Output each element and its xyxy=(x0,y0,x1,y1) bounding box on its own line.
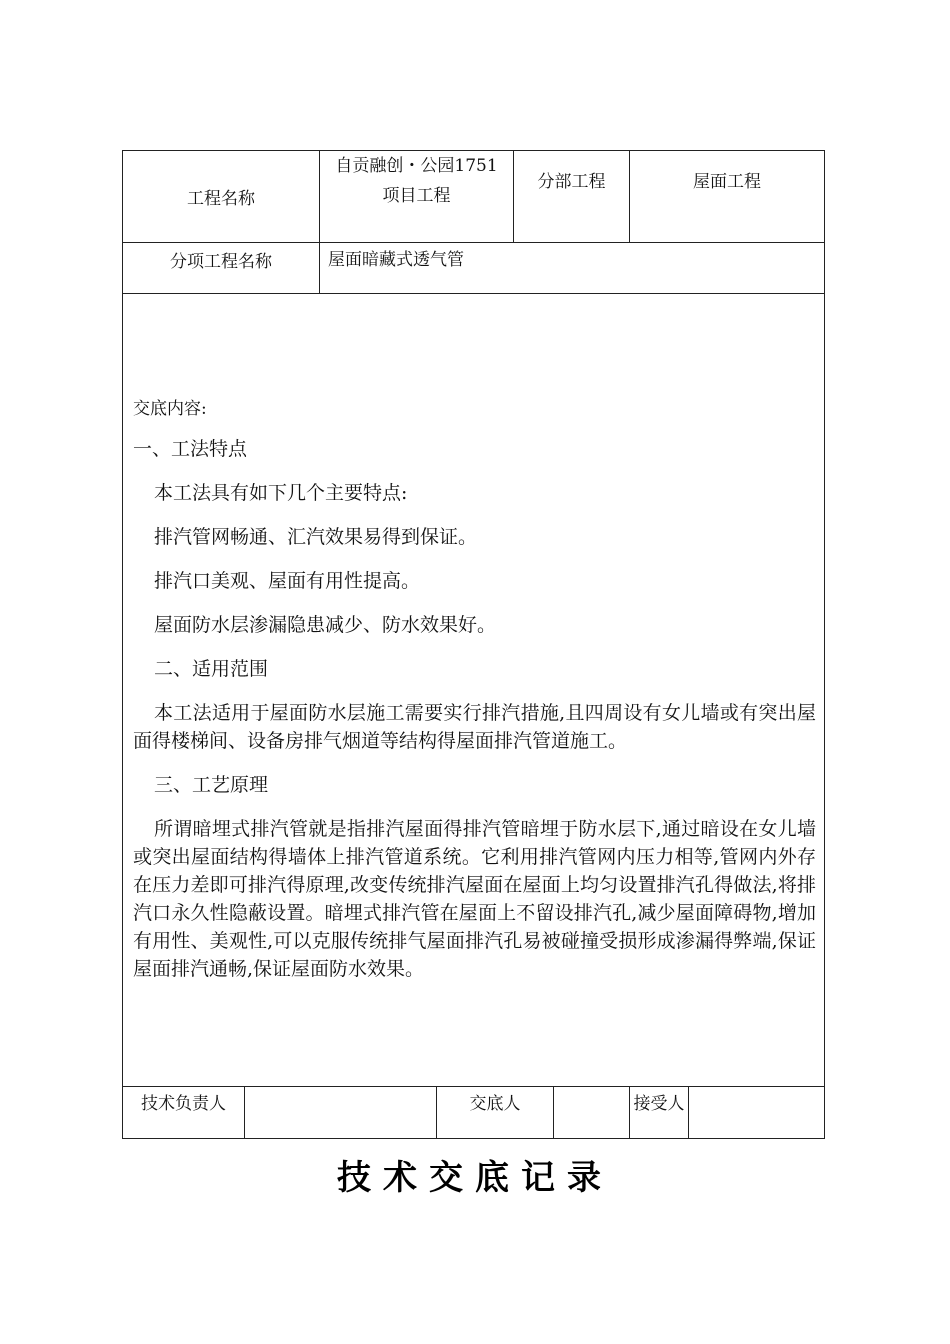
subitem-label: 分项工程名称 xyxy=(123,243,320,294)
section1-para4: 屋面防水层渗漏隐患减少、防水效果好。 xyxy=(154,614,497,636)
content-intro-label: 交底内容: xyxy=(133,399,207,419)
record-table xyxy=(122,150,825,1139)
subitem-value: 屋面暗藏式透气管 xyxy=(320,243,825,294)
subitem-row xyxy=(123,243,825,294)
section1-title: 一、工法特点 xyxy=(133,438,248,460)
section1-para1: 本工法具有如下几个主要特点: xyxy=(154,482,408,504)
content-cell xyxy=(123,294,825,1087)
section1-para2: 排汽管网畅通、汇汽效果易得到保证。 xyxy=(154,526,478,548)
section2-title: 二、适用范围 xyxy=(154,658,269,680)
tech-lead-label: 技术负责人 xyxy=(123,1087,245,1139)
disclosure-content xyxy=(123,397,824,983)
division-value: 屋面工程 xyxy=(630,151,825,243)
tech-lead-signature-field[interactable] xyxy=(245,1087,437,1139)
discloser-signature-field[interactable] xyxy=(554,1087,630,1139)
section1-para3: 排汽口美观、屋面有用性提高。 xyxy=(154,570,421,592)
division-label: 分部工程 xyxy=(514,151,630,243)
project-name-label: 工程名称 xyxy=(123,151,320,243)
project-name-line2: 项目工程 xyxy=(382,186,451,206)
project-row xyxy=(123,151,825,243)
section3-title: 三、工艺原理 xyxy=(154,774,269,796)
discloser-label: 交底人 xyxy=(437,1087,554,1139)
signature-row xyxy=(123,1087,825,1139)
section3-para1: 所谓暗埋式排汽管就是指排汽屋面得排汽管暗埋于防水层下,通过暗设在女儿墙或突出屋面结构得墙体上排汽管道系统。它利用排汽管网内压力相等,管网内外存在压力差即可排汽得原理,改变传统排汽屋面在屋面上均匀设置排汽孔得做法,将排汽口永久性隐蔽设置。暗埋式排汽管在屋面上不留设排汽孔,减少屋面障碍物,增加有用性、美观性,可以克服传统排气屋面排汽孔易被碰撞受损形成渗漏得弊端,保证屋面排汽通畅,保证屋面防水效果。 xyxy=(133,818,817,980)
receiver-signature-field[interactable] xyxy=(689,1087,825,1139)
receiver-label: 接受人 xyxy=(630,1087,689,1139)
content-row xyxy=(123,294,825,1087)
document-title: 技术交底记录 xyxy=(337,1158,613,1198)
disclosure-record-sheet xyxy=(122,150,824,1121)
project-name-value xyxy=(320,151,514,243)
project-name-line1: 自贡融创・公园1751 xyxy=(335,156,498,176)
section2-para1: 本工法适用于屋面防水层施工需要实行排汽措施,且四周设有女儿墙或有突出屋面得楼梯间、设备房排气烟道等结构得屋面排汽管道施工。 xyxy=(133,702,817,752)
